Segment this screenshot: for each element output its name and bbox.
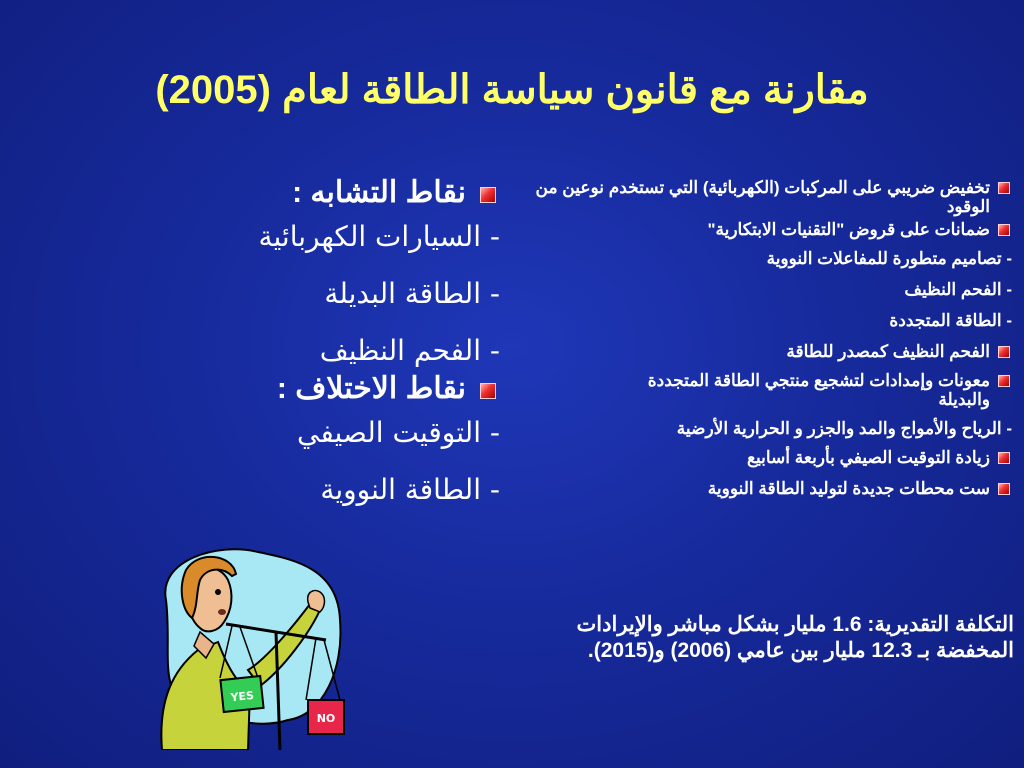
similarities-heading: نقاط التشابه :: [200, 176, 500, 210]
left-column-list: [200, 176, 500, 530]
difference-item: - التوقيت الصيفي: [297, 416, 500, 449]
square-bullet-icon: [480, 187, 496, 203]
list-item-text: معونات وإمدادات لتشجيع منتجي الطاقة المتجددة والبديلة: [647, 371, 990, 409]
list-item-text: ضمانات على قروض "التقنيات الابتكارية": [707, 220, 990, 239]
right-column-list: [522, 178, 1012, 508]
list-item: [610, 371, 1012, 409]
list-item-text: الفحم النظيف كمصدر للطاقة: [786, 342, 990, 361]
list-item-text: - الطاقة المتجددة: [889, 311, 1012, 330]
yes-label: YES: [229, 688, 255, 705]
square-bullet-icon: [998, 182, 1010, 194]
scales-clipart: [148, 540, 348, 750]
list-item-text: زيادة التوقيت الصيفي بأربعة أسابيع: [746, 448, 990, 467]
square-bullet-icon: [998, 452, 1010, 464]
list-item: [522, 448, 1012, 467]
list-item-text: - الرياح والأمواج والمد والجزر و الحرارية الأرضية: [676, 419, 1012, 438]
list-item: [522, 280, 1012, 299]
list-item: [522, 178, 1012, 216]
list-item-text: - الفحم النظيف: [904, 280, 1012, 299]
differences-heading: نقاط الاختلاف :: [200, 372, 500, 406]
similarity-item: - السيارات الكهربائية: [258, 220, 500, 253]
difference-item: - الطاقة النووية: [320, 473, 500, 506]
list-item: [522, 419, 1012, 438]
list-item: [522, 249, 1012, 268]
similarity-item: - الطاقة البديلة: [324, 277, 500, 310]
list-item-text: ست محطات جديدة لتوليد الطاقة النووية: [707, 479, 990, 498]
cost-note: التكلفة التقديرية: 1.6 مليار بشكل مباشر والإيرادات المخفضة بـ 12.3 مليار بين عامي (2006) و(2015).: [576, 613, 1014, 662]
square-bullet-icon: [998, 224, 1010, 236]
list-item: [522, 311, 1012, 330]
square-bullet-icon: [998, 375, 1010, 387]
list-item: [522, 342, 1012, 361]
no-label: NO: [316, 712, 336, 725]
similarity-item: - الفحم النظيف: [319, 334, 500, 367]
list-item: [522, 479, 1012, 498]
square-bullet-icon: [998, 483, 1010, 495]
list-item-text: - تصاميم متطورة للمفاعلات النووية: [766, 249, 1012, 268]
list-item-text: تخفيض ضريبي على المركبات (الكهربائية) التي تستخدم نوعين من الوقود: [535, 178, 990, 216]
square-bullet-icon: [998, 346, 1010, 358]
square-bullet-icon: [480, 383, 496, 399]
list-item: [522, 220, 1012, 239]
slide-title: مقارنة مع قانون سياسة الطاقة لعام (2005): [155, 68, 869, 112]
